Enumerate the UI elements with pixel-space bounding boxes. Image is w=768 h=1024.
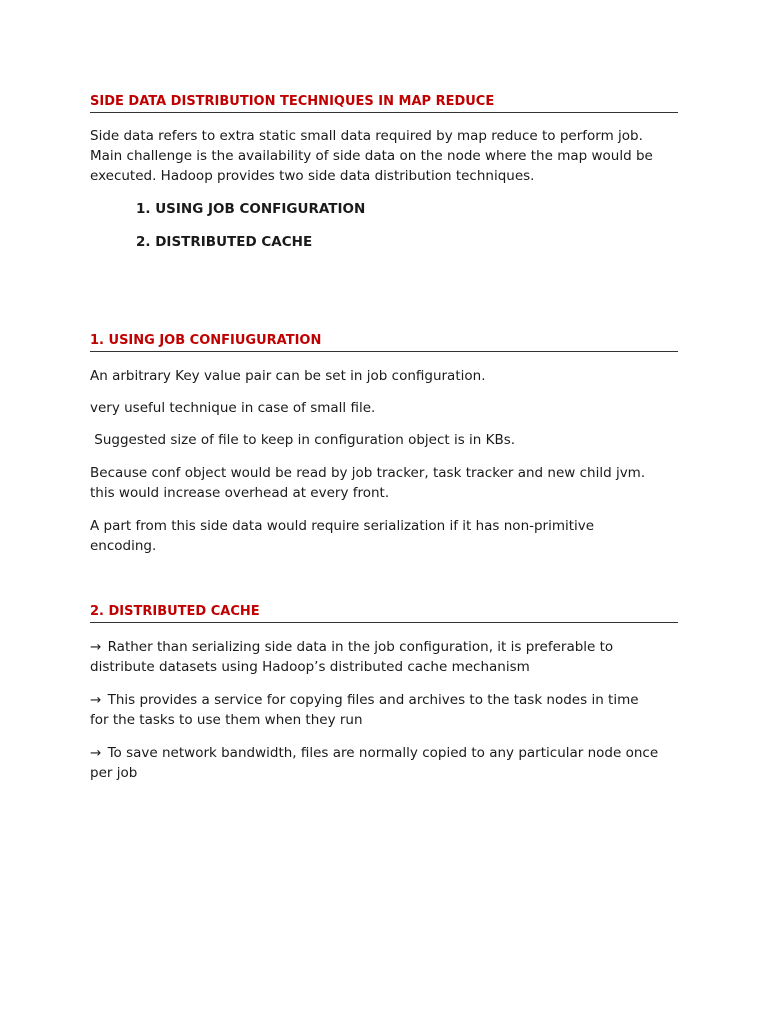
- job-config-paragraph: An arbitrary Key value pair can be set in job configuration.: [90, 368, 486, 384]
- intro-paragraph: [90, 126, 678, 186]
- intro-line: Main challenge is the availability of side data on the node where the map would be: [90, 148, 653, 164]
- arrow-right-icon: →: [90, 639, 102, 655]
- paragraph-line: distribute datasets using Hadoop’s distributed cache mechanism: [90, 659, 530, 675]
- cache-paragraph: [90, 690, 678, 730]
- cache-paragraph: [90, 743, 678, 783]
- paragraph-line: [90, 637, 678, 657]
- paragraph-line: [90, 690, 678, 710]
- paragraph-line: for the tasks to use them when they run: [90, 712, 363, 728]
- section-heading-intro: SIDE DATA DISTRIBUTION TECHNIQUES IN MAP REDUCE: [90, 94, 678, 113]
- section-heading-job-configuration: 1. USING JOB CONFIUGURATION: [90, 333, 678, 352]
- cache-paragraph: [90, 637, 678, 677]
- job-config-paragraph: [90, 516, 678, 556]
- paragraph-text: This provides a service for copying files and archives to the task nodes in time: [103, 692, 639, 708]
- list-item-job-configuration: 1. USING JOB CONFIGURATION: [136, 201, 366, 217]
- paragraph-line: encoding.: [90, 538, 157, 554]
- paragraph-line: per job: [90, 765, 138, 781]
- paragraph-line: Because conf object would be read by job tracker, task tracker and new child jvm.: [90, 465, 646, 481]
- paragraph-line: [90, 743, 678, 763]
- intro-line: executed. Hadoop provides two side data distribution techniques.: [90, 168, 535, 184]
- paragraph-text: To save network bandwidth, files are normally copied to any particular node once: [103, 745, 659, 761]
- job-config-paragraph: very useful technique in case of small file.: [90, 400, 376, 416]
- arrow-right-icon: →: [90, 692, 102, 708]
- paragraph-text: Rather than serializing side data in the job configuration, it is preferable to: [103, 639, 614, 655]
- list-item-distributed-cache: 2. DISTRIBUTED CACHE: [136, 234, 313, 250]
- arrow-right-icon: →: [90, 745, 102, 761]
- paragraph-line: this would increase overhead at every front.: [90, 485, 390, 501]
- job-config-paragraph: [90, 463, 678, 503]
- paragraph-line: A part from this side data would require serialization if it has non-primitive: [90, 518, 595, 534]
- intro-line: Side data refers to extra static small data required by map reduce to perform job.: [90, 128, 643, 144]
- section-heading-distributed-cache: 2. DISTRIBUTED CACHE: [90, 604, 678, 623]
- job-config-paragraph: Suggested size of file to keep in configuration object is in KBs.: [90, 432, 516, 448]
